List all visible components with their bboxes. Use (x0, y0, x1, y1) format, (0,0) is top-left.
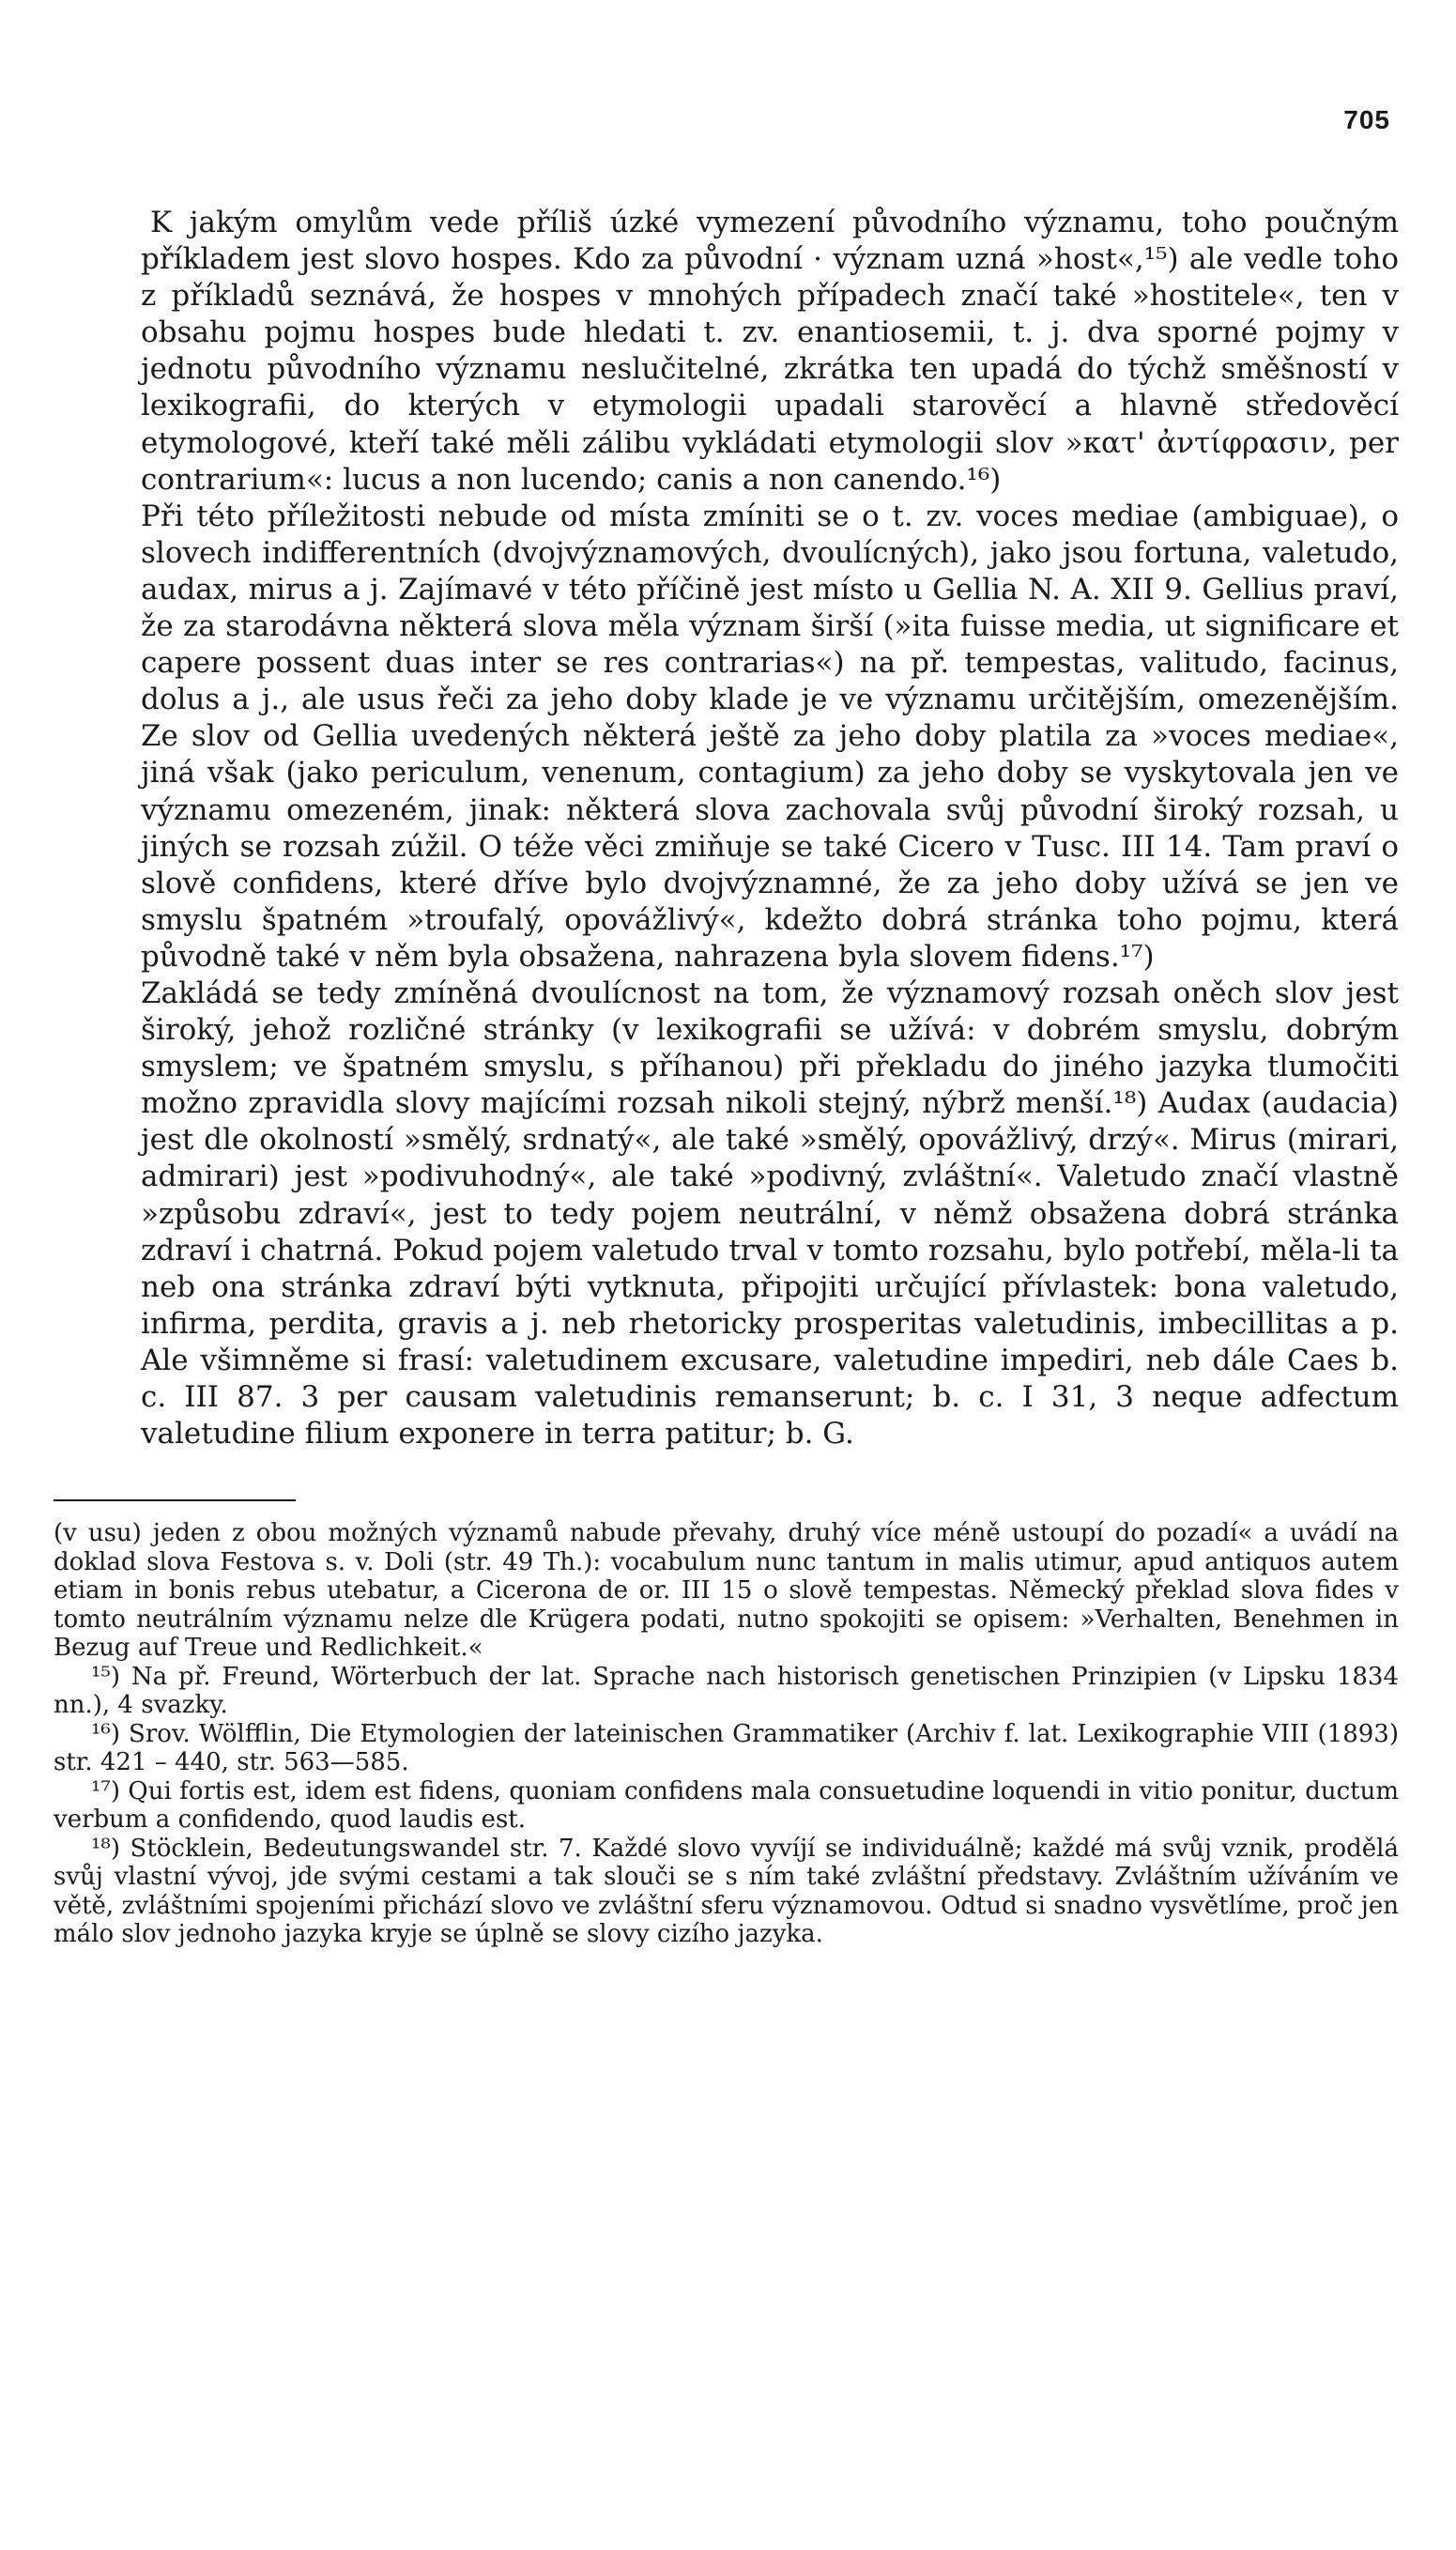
main-text (141, 205, 1399, 1452)
page-number: 705 (1343, 105, 1390, 134)
footnote-15: ¹⁵) Na př. Freund, Wörterbuch der lat. Sprache nach historisch genetischen Prinzipien (v Lipsku 1834 nn.), 4 svazky. (54, 1662, 1399, 1719)
footnote-17: ¹⁷) Qui fortis est, idem est fidens, quoniam confidens mala consuetudine loquendi in vitio ponitur, ductum verbum a confidendo, quod laudis est. (54, 1776, 1399, 1834)
footnote-16: ¹⁶) Srov. Wölfflin, Die Etymologien der lateinischen Grammatiker (Archiv f. lat. Lexikographie VIII (1893) str. 421 – 440, str. 563—585. (54, 1719, 1399, 1776)
paragraph-hospes: K jakým omylům vede příliš úzké vymezení původního významu, toho poučným příkladem jest slovo hospes. Kdo za původní · význam uzná »host«,¹⁵) ale vedle toho z příkladů seznává, že hospes v mnohých případech značí také »hostitele«, ten v obsahu pojmu hospes bude hledati t. zv. enantiosemii, t. j. dva sporné pojmy v jednotu původního významu neslučitelné, zkrátka ten upadá do týchž směšností v lexikografii, do kterých v etymologii upadali starověcí a hlavně středověcí etymologové, kteří také měli zálibu vykládati etymologii slov »κατ' ἀντίφρασιν, per contrarium«: lucus a non lucendo; canis a non canendo.¹⁶) (141, 206, 1399, 497)
paragraph-voces-mediae: Při této příležitosti nebude od místa zmíniti se o t. zv. voces mediae (ambiguae), o slovech indifferentních (dvojvýznamových, dvoulícných), jako jsou fortuna, valetudo, audax, mirus a j. Zajímavé v této příčině jest místo u Gellia N. A. XII 9. Gellius praví, že za starodávna některá slova měla význam širší (»ita fuisse media, ut significare et capere possent duas inter se res contrarias«) na př. tempestas, valitudo, facinus, dolus a j., ale usus řeči za jeho doby klade je ve významu určitějším, omezenějším. Ze slov od Gellia uvedených některá ještě za jeho doby platila za »voces mediae«, jiná však (jako periculum, venenum, contagium) za jeho doby se vyskytovala jen ve významu omezeném, jinak: některá slova zachovala svůj původní široký rozsah, u jiných se rozsah zúžil. O téže věci zmiňuje se také Cicero v Tusc. III 14. Tam praví o slově confidens, které dříve bylo dvojvýznamné, že za jeho doby užívá se jen ve smyslu špatném »troufalý, opovážlivý«, kdežto dobrá stránka toho pojmu, která původně také v něm byla obsažena, nahrazena byla slovem fidens.¹⁷) (141, 499, 1399, 974)
paragraph-dvoulicnost: Zakládá se tedy zmíněná dvoulícnost na tom, že významový rozsah oněch slov jest široký, jehož rozličné stránky (v lexikografii se užívá: v dobrém smyslu, dobrým smyslem; ve špatném smyslu, s příhanou) při překladu do jiného jazyka tlumočiti možno zpravidla slovy majícími rozsah nikoli stejný, nýbrž menší.¹⁸) Audax (audacia) jest dle okolností »smělý, srdnatý«, ale také »smělý, opovážlivý, drzý«. Mirus (mirari, admirari) jest »podivuhodný«, ale také »podivný, zvláštní«. Valetudo značí vlastně »způsobu zdraví«, jest to tedy pojem neutrální, v němž obsažena dobrá stránka zdraví i chatrná. Pokud pojem valetudo trval v tomto rozsahu, bylo potřebí, měla-li ta neb ona stránka zdraví býti vytknuta, připojiti určující přívlastek: bona valetudo, infirma, perdita, gravis a j. neb rhetoricky prosperitas valetudinis, imbecillitas a p. Ale všimněme si frasí: valetudinem excusare, valetudine impediri, neb dále Caes b. c. III 87. 3 per causam valetudinis remanserunt; b. c. I 31, 3 neque adfectum valetudine filium exponere in terra patitur; b. G. (141, 975, 1399, 1452)
footnote-continuation: (v usu) jeden z obou možných významů nabude převahy, druhý více méně ustoupí do pozadí« a uvádí na doklad slova Festova s. v. Doli (str. 49 Th.): vocabulum nunc tantum in malis utimur, apud antiquos autem etiam in bonis rebus utebatur, a Cicerona de or. III 15 o slově tempestas. Německý překlad slova fides v tomto neutrálním významu nelze dle Krügera podati, nutno spokojiti se opisem: »Verhalten, Benehmen in Bezug auf Treue und Redlichkeit.« (54, 1519, 1399, 1662)
footnote-18: ¹⁸) Stöcklein, Bedeutungswandel str. 7. Každé slovo vyvíjí se individuálně; každé má svůj vznik, prodělá svůj vlastní vývoj, jde svými cestami a tak slouči se s ním také zvláštní představy. Zvláštním užíváním ve větě, zvláštními spojeními přichází slovo ve zvláštní sferu významovou. Odtud si snadno vysvětlíme, proč jen málo slov jednoho jazyka kryje se úplně se slovy cizího jazyka. (54, 1834, 1399, 1948)
footnotes (54, 1519, 1399, 1949)
footnote-divider (54, 1499, 296, 1501)
